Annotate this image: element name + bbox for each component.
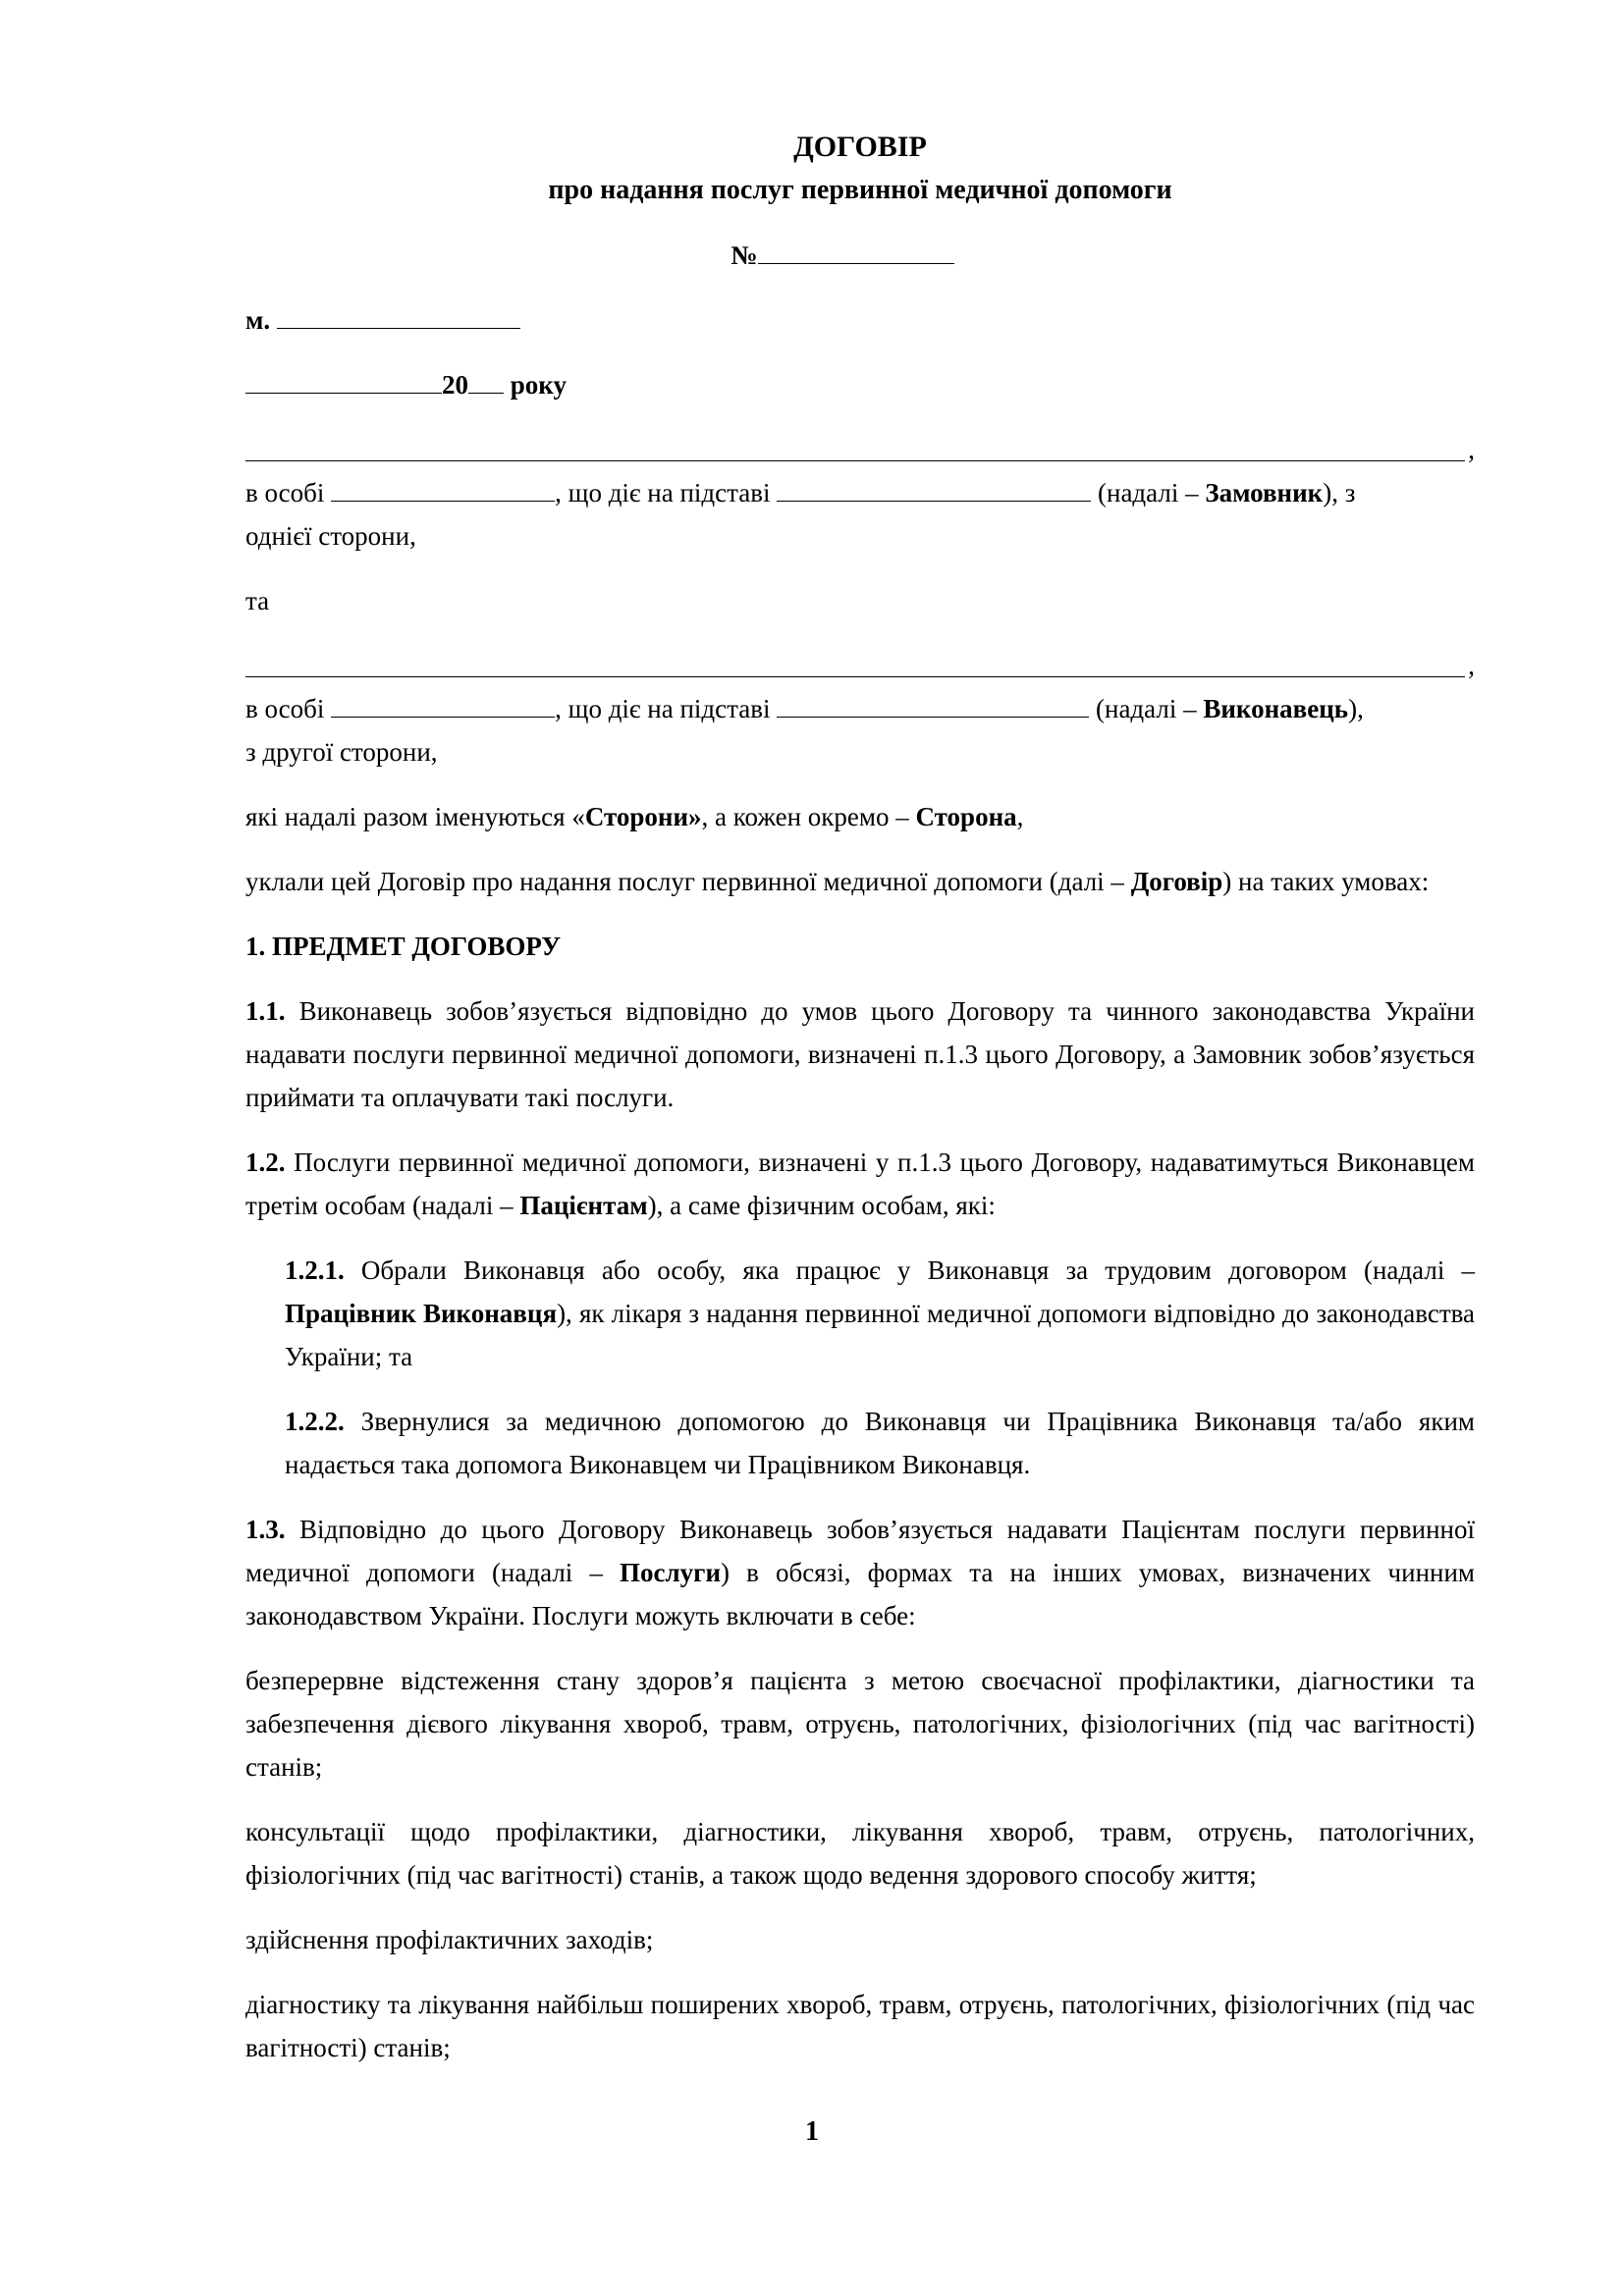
party2-role: Виконавець: [1203, 694, 1349, 723]
clause-1-2-1-suffix: ), як лікаря з надання первинної медичної допомоги відповідно до законодавства України; та: [285, 1299, 1475, 1371]
parties-term: Сторони»: [584, 802, 702, 831]
party2-side: з другої сторони,: [245, 737, 438, 767]
service-item: здійснення профілактичних заходів;: [245, 1925, 654, 1954]
clause-1-2-1: [245, 1249, 1475, 1378]
clause-1-3-suffix: ) в обсязі, формах та на інших умовах, визначених чинним законодавством України. Послуги можуть включати в себе:: [245, 1558, 1476, 1630]
clause-1-1: [245, 989, 1475, 1119]
city-blank: [277, 302, 520, 329]
party1-comma: ,: [1468, 435, 1475, 464]
clause-1-2-suffix: ), а саме фізичним особам, які:: [647, 1191, 996, 1220]
year-blank: [468, 367, 504, 394]
clause-1-2-2: [245, 1400, 1475, 1486]
party2-comma: ,: [1468, 651, 1475, 680]
service-item: діагностику та лікування найбільш поширених хвороб, травм, отруєнь, патологічних, фізіологічних (під час вагітності) станів;: [245, 1990, 1475, 2062]
city-prefix: м.: [245, 305, 271, 335]
clause-1-3-number: 1.3.: [245, 1515, 286, 1544]
clause-1-3: [245, 1508, 1475, 1637]
party2-role-prefix: (надалі –: [1096, 694, 1197, 723]
party1-role: Замовник: [1205, 478, 1324, 507]
party1-in-person: в особі: [245, 478, 325, 507]
party2-name-blank: [245, 676, 1465, 677]
party2-person-blank: [331, 691, 555, 718]
party2-details: [245, 687, 1475, 774]
clause-1-1-number: 1.1.: [245, 996, 286, 1026]
party2-basis-blank: [777, 691, 1089, 718]
conjunction: та: [245, 586, 270, 615]
date-line: [245, 363, 1475, 406]
clause-1-2-term: Пацієнтам: [519, 1191, 648, 1220]
clause-1-2-1-term: Працівник Виконавця: [285, 1299, 558, 1328]
agreement-term: Договір: [1130, 867, 1223, 896]
document-page: [245, 126, 1475, 2069]
clause-1-2-2-number: 1.2.2.: [285, 1407, 345, 1436]
agreement-text: уклали цей Договір про надання послуг первинної медичної допомоги (далі –: [245, 867, 1124, 896]
clause-1-1-text: Виконавець зобов’язується відповідно до умов цього Договору та чинного законодавства України надавати послуги первинної медичної допомоги, визначені п.1.3 цього Договору, а Замовник зобов’язується приймати та оплачувати такі послуги.: [245, 996, 1476, 1112]
clause-1-2-1-number: 1.2.1.: [285, 1255, 345, 1285]
parties-prefix: які надалі разом іменуються «: [245, 802, 585, 831]
party1-basis-blank: [777, 475, 1091, 502]
document-subtitle: про надання послуг первинної медичної допомоги: [548, 175, 1172, 205]
clause-1-3-text: Відповідно до цього Договору Виконавець зобов’язується надавати Пацієнтам послуги первинної медичної допомоги (надалі –: [245, 1515, 1475, 1587]
clause-1-2-1-text: Обрали Виконавця або особу, яка працює у Виконавця за трудовим договором (надалі –: [360, 1255, 1476, 1285]
party1-details: [245, 471, 1475, 558]
party1-role-prefix: (надалі –: [1098, 478, 1199, 507]
agreement-statement: [245, 860, 1475, 903]
party1-person-blank: [331, 475, 555, 502]
party1-side: однієї сторони,: [245, 521, 416, 551]
party2-in-person: в особі: [245, 694, 325, 723]
date-blank: [245, 367, 442, 394]
contract-number: [210, 234, 1475, 277]
clause-1-2-text: Послуги первинної медичної допомоги, визначені у п.1.3 цього Договору, надаватимуться Виконавцем третім особам (надалі –: [245, 1148, 1475, 1220]
year-suffix: року: [510, 370, 567, 400]
city-line: [245, 298, 1475, 342]
service-item: безперервне відстеження стану здоров’я пацієнта з метою своєчасної профілактики, діагностики та забезпечення дієвого лікування хвороб, травм, отруєнь, патологічних, фізіологічних (під час вагітності) станів;: [245, 1666, 1475, 1782]
clause-1-2: [245, 1141, 1475, 1227]
party1-name-blank: [245, 460, 1465, 461]
agreement-suffix: ) на таких умовах:: [1222, 867, 1430, 896]
parties-suffix: ,: [1016, 802, 1024, 831]
number-blank: [758, 238, 954, 264]
clause-1-2-number: 1.2.: [245, 1148, 286, 1177]
party-term: Сторона: [915, 802, 1017, 831]
year-prefix: 20: [442, 370, 468, 400]
section-1-heading: 1. ПРЕДМЕТ ДОГОВОРУ: [245, 932, 562, 961]
parties-middle: , а кожен окремо –: [701, 802, 909, 831]
party2-acting-on: , що діє на підставі: [555, 694, 771, 723]
clause-1-3-term: Послуги: [620, 1558, 721, 1587]
party1-role-suffix: ), з: [1323, 478, 1356, 507]
page-number: 1: [805, 2116, 819, 2147]
service-item: консультації щодо профілактики, діагностики, лікування хвороб, травм, отруєнь, патологічних, фізіологічних (під час вагітності) станів, а також щодо ведення здорового способу життя;: [245, 1817, 1475, 1890]
clause-1-2-2-text: Звернулися за медичною допомогою до Виконавця чи Працівника Виконавця та/або яким надається така допомога Виконавцем чи Працівником Виконавця.: [285, 1407, 1476, 1479]
document-title: ДОГОВІР: [793, 131, 927, 163]
parties-definition: [245, 795, 1475, 838]
number-label: №: [731, 240, 758, 270]
party1-acting-on: , що діє на підставі: [555, 478, 771, 507]
party1-name-line: [245, 428, 1475, 471]
party2-name-line: [245, 644, 1475, 687]
party2-role-suffix: ),: [1348, 694, 1364, 723]
